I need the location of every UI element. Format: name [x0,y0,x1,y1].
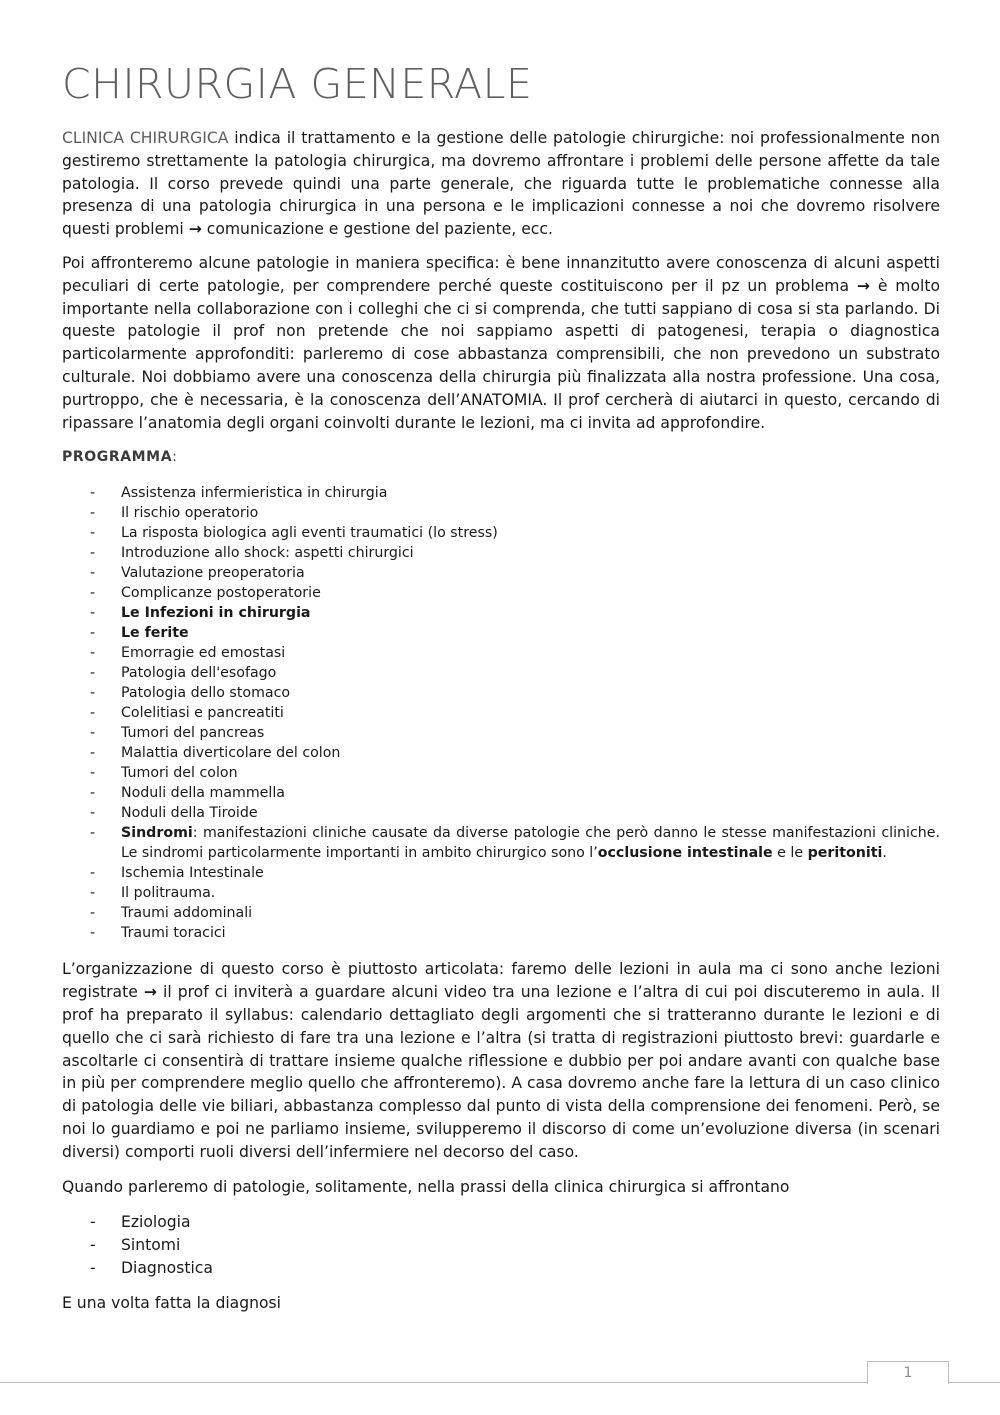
list-item [62,583,940,603]
peritoniti-term: peritoniti [807,845,883,862]
list-item [62,1234,940,1257]
dash-bullet: - [90,525,96,542]
list-item-text: Eziologia [121,1213,191,1232]
list-item [62,603,940,623]
dash-bullet: - [90,885,96,902]
dash-bullet: - [90,1236,96,1255]
dash-bullet: - [90,805,96,822]
sindromi-text-a: : manifestazioni cliniche causate da diverse patologie che però danno le stesse manifestazioni cliniche. Le sindromi particolarmente importanti in ambito chirurgico sono l’ [121,825,940,862]
specific-pathologies-paragraph [62,252,940,434]
dash-bullet: - [90,625,96,642]
list-item-sindromi [62,823,940,863]
dash-bullet: - [90,1259,96,1278]
list-item-text: Le Infezioni in chirurgia [121,605,311,622]
list-item-text: Assistenza infermieristica in chirurgia [121,485,388,502]
dash-bullet: - [90,725,96,742]
list-item [62,803,940,823]
document-page [62,62,940,1315]
arrow-icon: → [856,276,870,295]
program-heading [62,449,940,465]
footer-divider [0,1382,1000,1383]
list-item-text: Tumori del colon [121,765,238,782]
dash-bullet: - [90,545,96,562]
list-item-text: La risposta biologica agli eventi traumatici (lo stress) [121,525,498,542]
list-item-text: Valutazione preoperatoria [121,565,305,582]
list-item [62,563,940,583]
program-heading-text: PROGRAMMA [62,449,173,466]
dash-bullet: - [90,765,96,782]
list-item-text: Le ferite [121,625,189,642]
course-organization-paragraph [62,958,940,1163]
dash-bullet: - [90,605,96,622]
dash-bullet: - [90,485,96,502]
list-item [62,723,940,743]
list-item-text: Patologia dello stomaco [121,685,291,702]
list-item-text: Diagnostica [121,1259,213,1278]
list-item [62,883,940,903]
list-item [62,683,940,703]
list-item [62,643,940,663]
list-item-text: Emorragie ed emostasi [121,645,286,662]
list-item-text: Patologia dell'esofago [121,665,277,682]
intro-text-a: indica il trattamento e la gestione delle patologie chirurgiche: noi professionalmente non gestiremo strettamente la patologia chirurgica, ma dovremo affrontare i problemi delle persone affette da tale patologia. Il corso prevede quindi una parte generale, che riguarda tutte le problematiche connesse alla presenza di una patologia chirurgica in una persona e le implicazioni connesse a noi che dovremo risolvere questi problemi [62,129,940,239]
list-item-text: Noduli della mammella [121,785,285,802]
arrow-icon: → [188,220,202,239]
pathology-aspects-list [62,1211,940,1279]
list-item-text: Traumi addominali [121,905,253,922]
dash-bullet: - [90,565,96,582]
list-item [62,903,940,923]
para3-text-b: il prof ci inviterà a guardare alcuni video tra una lezione e l’altra di cui poi discuteremo in aula. Il prof ha preparato il syllabus: calendario dettagliato degli argomenti che si tratteranno durante le lezioni e di quello che ci sarà richiesto di fare tra una lezione e l’altra (si tratta di registrazioni piuttosto brevi: guardarle e ascoltarle ci consentirà di trattare insieme qualche riflessione e dubbio per poi andare avanti con qualche base in più per comprendere meglio quello che affronteremo). A casa dovremo anche fare la lettura di un caso clinico di patologia delle vie biliari, abbastanza complesso dal punto di vista della comprensione dei fenomeni. Però, se noi lo guardiamo e poi ne parliamo insieme, svilupperemo il discorso di come un’evoluzione diversa (in scenari diversi) comporti ruoli diversi dell’infermiere nel decorso del caso. [62,983,940,1161]
dash-bullet: - [90,745,96,762]
list-item [62,483,940,503]
list-item [62,543,940,563]
sindromi-term: Sindromi [121,825,193,842]
dash-bullet: - [90,645,96,662]
pathologies-intro-paragraph: Quando parleremo di patologie, solitamente, nella prassi della clinica chirurgica si affrontano [62,1177,790,1196]
occlusione-term: occlusione intestinale [597,845,773,862]
para2-text-a: Poi affronteremo alcune patologie in maniera specifica: è bene innanzitutto avere conoscenza di alcuni aspetti peculiari di certe patologie, per comprendere perché queste costituiscono per il pz un problema [62,254,940,295]
list-item [62,623,940,643]
dash-bullet: - [90,705,96,722]
dash-bullet: - [90,585,96,602]
list-item [62,663,940,683]
document-title: CHIRURGIA GENERALE [62,60,533,108]
list-item-text: Tumori del pancreas [121,725,265,742]
list-item [62,863,940,883]
list-item-text: Traumi toracici [121,925,226,942]
list-item [62,503,940,523]
diagnosis-paragraph: E una volta fatta la diagnosi [62,1293,282,1312]
dash-bullet: - [90,785,96,802]
dash-bullet: - [90,685,96,702]
list-item [62,523,940,543]
page-number: 1 [867,1361,949,1384]
list-item-text: Colelitiasi e pancreatiti [121,705,284,722]
list-item [62,763,940,783]
para2-text-b: è molto importante nella collaborazione con i colleghi che ci si comprenda, che tutti sappiano di cosa si sta parlando. Di queste patologie il prof non pretende che noi sappiamo aspetti di patogenesi, terapia o diagnostica particolarmente approfonditi: parleremo di cose abbastanza comprensibili, che non prevedono un substrato culturale. Noi dobbiamo avere una conoscenza della chirurgia più finalizzata alla nostra professione. Una cosa, purtroppo, che è necessaria, è la conoscenza dell’ANATOMIA. Il prof cercherà di aiutarci in questo, cercando di ripassare l’anatomia degli organi coinvolti durante le lezioni, ma ci invita ad approfondire. [62,276,940,432]
dash-bullet: - [90,665,96,682]
list-item [62,703,940,723]
para3-text-a: L’organizzazione di questo corso è piuttosto articolata: faremo delle lezioni in aula ma ci sono anche lezioni registrate [62,960,940,1002]
list-item-text: Il politrauma. [121,885,216,902]
intro-paragraph [62,127,940,241]
program-list [62,483,940,943]
list-item [62,1257,940,1280]
sindromi-text-b: e le [772,845,808,862]
list-item [62,743,940,763]
list-item-text: Complicanze postoperatorie [121,585,321,602]
dash-bullet: - [90,825,96,842]
list-item [62,923,940,943]
list-item [62,783,940,803]
dash-bullet: - [90,865,96,882]
list-item-text: Ischemia Intestinale [121,865,264,882]
intro-text-b: comunicazione e gestione del paziente, ecc. [201,220,553,239]
arrow-icon: → [143,983,157,1002]
list-item-text: Il rischio operatorio [121,505,259,522]
list-item-text: Introduzione allo shock: aspetti chirurgici [121,545,414,562]
dash-bullet: - [90,505,96,522]
list-item [62,1211,940,1234]
intro-lead: CLINICA CHIRURGICA [62,129,229,148]
dash-bullet: - [90,905,96,922]
list-item-text: Noduli della Tiroide [121,805,258,822]
dash-bullet: - [90,925,96,942]
dash-bullet: - [90,1213,96,1232]
list-item-text: Sintomi [121,1236,181,1255]
program-heading-colon: : [172,449,178,466]
list-item-text: Malattia diverticolare del colon [121,745,341,762]
sindromi-text-c: . [882,845,887,862]
